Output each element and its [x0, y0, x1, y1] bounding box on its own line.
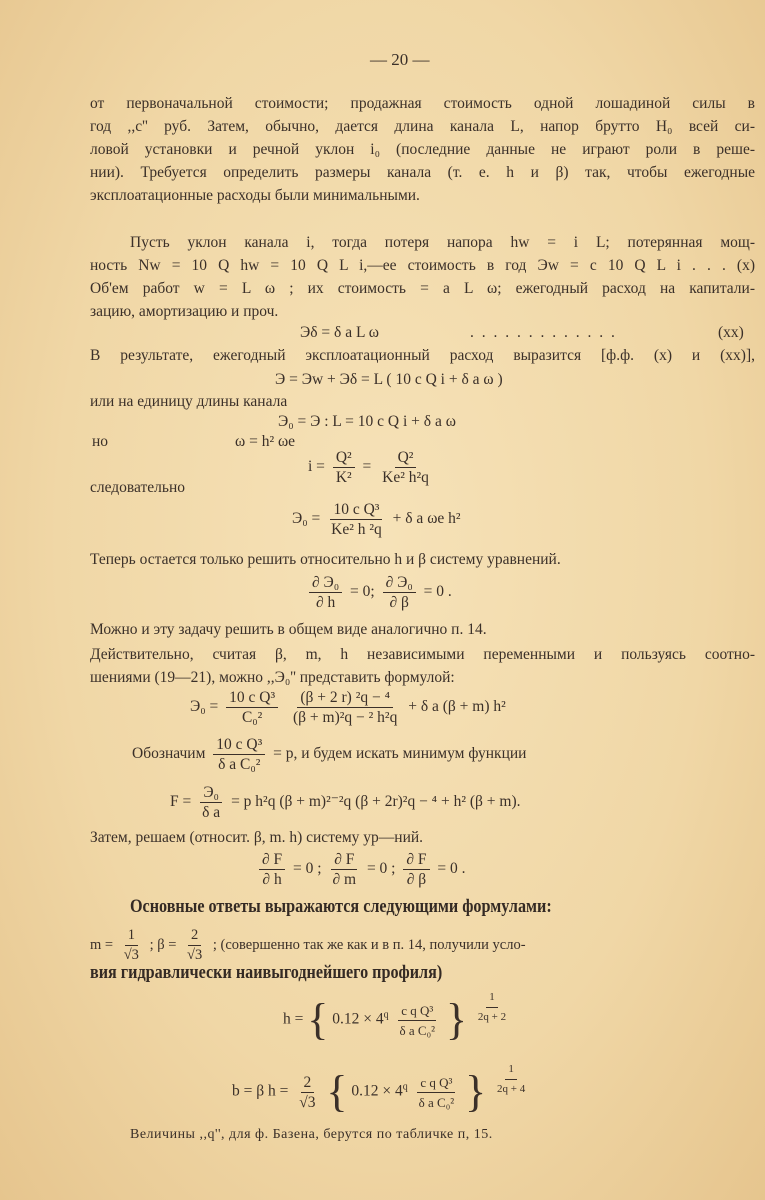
formula-dots: . . . . . . . . . . . . . — [470, 324, 617, 341]
text-line: Затем, решаем (относит. β, m. h) систему ур—ний. — [90, 829, 424, 846]
numerator: ∂ Э₀ — [309, 573, 342, 593]
formula-m-beta — [90, 926, 526, 965]
numerator: ∂ F — [403, 850, 429, 870]
exponent: q — [402, 1081, 408, 1093]
text-line: эксплоатационные расходы были минимальными. — [90, 187, 420, 204]
formula-part: h = — [283, 1010, 304, 1028]
text-line: ловой установки и речной уклон i₀ (последние данные не играют роли в реше- — [90, 141, 755, 158]
denominator: ∂ m — [332, 871, 357, 888]
denominator: ∂ h — [262, 871, 282, 888]
text-line: Пусть уклон канала i, тогда потеря напора hw = i L; потерянная мощ- — [130, 234, 755, 251]
denominator: 2q + 4 — [497, 1083, 526, 1095]
numerator: 10 c Q³ — [226, 688, 278, 708]
text-line: В результате, ежегодный эксплоатационный расход выразится [ф.ф. (x) и (xx)], — [90, 347, 755, 364]
formula-part: i = — [308, 458, 325, 476]
denominator: δ a C₀² — [218, 756, 261, 773]
formula-denote — [132, 735, 526, 774]
numerator: c q Q³ — [398, 1001, 436, 1021]
text-line: зацию, амортизацию и проч. — [90, 303, 279, 320]
section-heading: Основные ответы выражаются следующими формулами: — [130, 896, 552, 917]
formula-partial-e0 — [305, 573, 452, 612]
formula-part: ; β = — [149, 936, 177, 953]
numerator: (β + 2 r) ²q − ⁴ — [297, 688, 393, 708]
numerator: 2 — [301, 1073, 315, 1093]
denominator: δ a C₀² — [399, 1022, 435, 1038]
brace: } — [465, 1067, 487, 1116]
text-line: от первоначальной стоимости; продажная стоимость одной лошадиной силы в — [90, 95, 755, 112]
formula-part: b = β h = — [232, 1082, 289, 1100]
formula-part: Э₀ = — [292, 510, 321, 528]
denominator: K² — [335, 469, 352, 486]
formula-b — [232, 1063, 532, 1116]
text-line: Можно и эту задачу решить в общем виде аналогично п. 14. — [90, 621, 487, 638]
formula-part: 0.12 × 4 — [332, 1010, 384, 1028]
formula-part: = 0 . — [423, 583, 452, 601]
text-line: нии). Требуется определить размеры канала (т. е. h и β) так, чтобы ежегодные — [90, 164, 755, 181]
denominator: δ a — [202, 804, 221, 821]
formula-part: ; (совершенно так же как и в п. 14, получили усло- — [212, 936, 526, 953]
numerator: 2 — [188, 926, 201, 946]
text-line: год ,,с'' руб. Затем, обычно, дается длина канала L, напор брутто H₀ всей си- — [90, 118, 755, 135]
formula-f — [170, 783, 520, 822]
denominator: C₀² — [241, 709, 263, 726]
denominator: √3 — [187, 947, 203, 963]
formula-part: 0.12 × 4 — [351, 1082, 403, 1100]
exponent: q — [383, 1009, 389, 1021]
formula-e0-expanded — [292, 500, 461, 539]
text-line: Величины ,,q'', для ф. Базена, берутся по табличке п, 15. — [130, 1127, 493, 1142]
numerator: 10 c Q³ — [330, 500, 382, 520]
denominator: ∂ h — [315, 594, 336, 611]
formula-part: F = — [170, 793, 192, 811]
brace: { — [307, 995, 329, 1044]
formula-part: m = — [90, 936, 114, 953]
denominator: δ a C₀² — [418, 1094, 455, 1110]
formula-part: = p h²q (β + m)²⁻²q (β + 2r)²q − ⁴ + h² (β + m). — [231, 793, 521, 811]
formula-part: + δ a ωe h² — [392, 510, 461, 528]
formula-part: Э₀ = — [190, 698, 219, 716]
numerator: Q² — [395, 448, 417, 468]
formula-omega: ω = h² ωe — [235, 433, 296, 450]
formula-part: = 0 . — [437, 860, 466, 878]
text-line: Теперь остается только решить относительно h и β систему уравнений. — [90, 551, 561, 568]
formula-part: = 0 ; — [293, 860, 322, 878]
formula-part: Обозначим — [132, 745, 206, 763]
numerator: ∂ F — [259, 850, 285, 870]
numerator: 10 c Q³ — [213, 735, 265, 755]
denominator: ∂ β — [389, 594, 409, 611]
formula-e: Э = Эw + Эδ = L ( 10 c Q i + δ a ω ) — [275, 371, 503, 388]
formula-tag: (xx) — [718, 324, 744, 341]
formula-xx: Эδ = δ a L ω — [300, 324, 379, 341]
denominator: 2q + 2 — [477, 1011, 507, 1023]
text-line: ность Nw = 10 Q hw = 10 Q L i,—ее стоимость в год Эw = c 10 Q L i . . . (x) — [90, 257, 755, 274]
brace: } — [445, 995, 467, 1044]
formula-e0-general — [190, 688, 506, 727]
text-line: следовательно — [90, 479, 186, 496]
formula-part: = p, и будем искать минимум функции — [273, 745, 527, 763]
numerator: ∂ Э₀ — [383, 573, 416, 593]
denominator: ∂ β — [406, 871, 427, 888]
formula-h — [283, 991, 513, 1044]
text-line: или на единицу длины канала — [90, 393, 288, 410]
numerator: 1 — [125, 926, 138, 946]
numerator: Э₀ — [200, 783, 222, 803]
denominator: Ke² h ²q — [331, 521, 382, 538]
formula-part: = 0; — [350, 583, 375, 601]
formula-part: + δ a (β + m) h² — [408, 698, 506, 716]
page-number: — 20 — — [370, 50, 430, 69]
numerator: ∂ F — [331, 850, 357, 870]
numerator: 1 — [486, 988, 498, 1008]
formula-part: = — [362, 458, 372, 476]
text-line: но — [92, 433, 109, 450]
numerator: Q² — [333, 448, 355, 468]
denominator: √3 — [123, 947, 139, 963]
text-line: вия гидравлически наивыгоднейшего профиля) — [90, 962, 443, 983]
denominator: √3 — [299, 1093, 316, 1111]
brace: { — [326, 1067, 348, 1116]
denominator: Ke² h²q — [382, 469, 429, 486]
formula-partial-f — [255, 850, 466, 889]
numerator: c q Q³ — [417, 1073, 455, 1093]
text-line: Об'ем работ w = L ω ; их стоимость = a L ω; ежегодный расход на капитали- — [90, 280, 755, 297]
denominator: (β + m)²q − ² h²q — [293, 709, 398, 726]
text-line: Действительно, считая β, m, h независимыми переменными и пользуясь соотно- — [90, 646, 755, 663]
formula-part: = 0 ; — [366, 860, 396, 878]
formula-e0: Э₀ = Э : L = 10 c Q i + δ a ω — [278, 413, 456, 430]
numerator: 1 — [505, 1060, 517, 1080]
text-line: шениями (19—21), можно ,,Э₀'' представить формулой: — [90, 669, 455, 686]
